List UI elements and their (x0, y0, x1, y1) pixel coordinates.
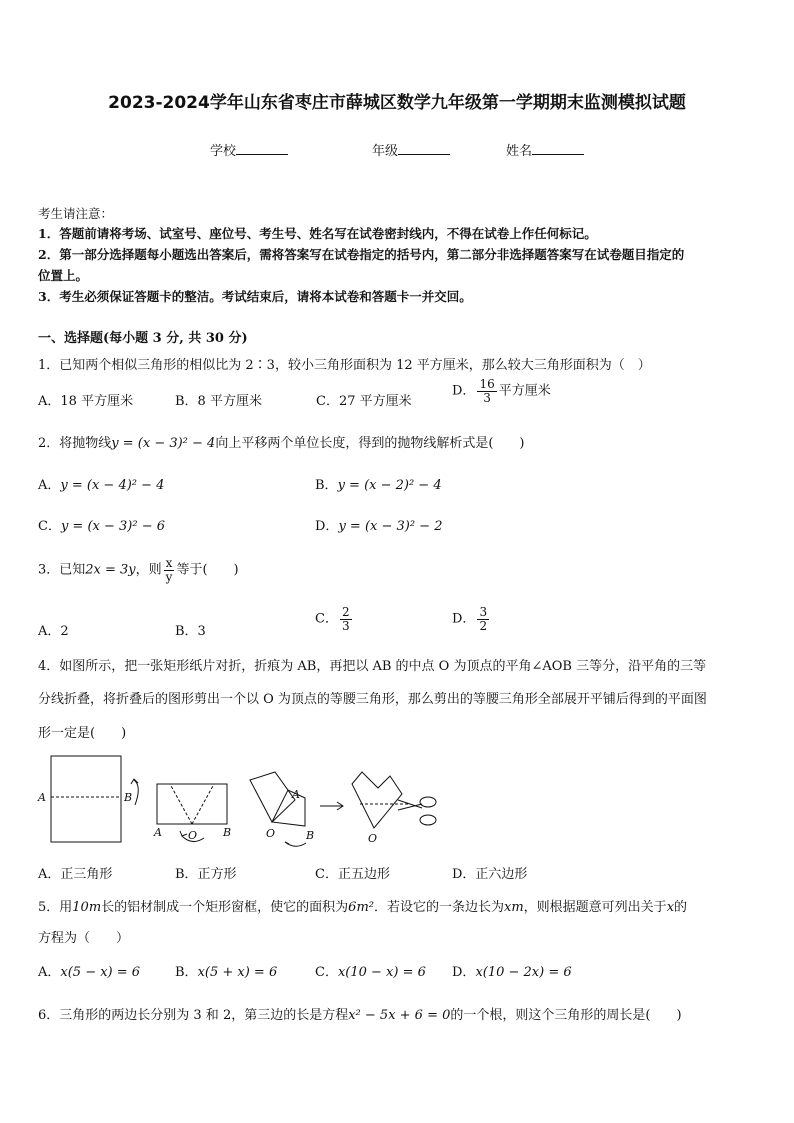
scissors-handle-top-icon (420, 797, 436, 807)
grade-field[interactable] (372, 140, 450, 159)
notice-item-2-cont: 位置上。 (38, 268, 89, 283)
notice-item-2: 2．第一部分选择题每小题选出答案后，需将答案写在试卷指定的括号内，第二部分非选择题答案写在试卷题目指定的 (38, 247, 685, 262)
q5-c-label: C． (315, 965, 338, 980)
q5-option-c[interactable] (315, 961, 426, 980)
fig1-label-b: B (124, 791, 133, 804)
q6-stem (38, 1004, 682, 1023)
q1-option-b[interactable]: B．8 平方厘米 (175, 394, 262, 409)
q5-mid: 长的铝材制成一个矩形窗框，使它的面积为 (101, 900, 349, 915)
fig2-label-b: B (223, 826, 232, 839)
fig3-label-o: O (266, 827, 276, 840)
fig2-label-a: A (154, 826, 162, 839)
q6-pre: 6．三角形的两边长分别为 3 和 2，第三边的长是方程 (38, 1008, 349, 1023)
school-blank[interactable] (236, 142, 288, 155)
fig-third-2 (272, 790, 305, 826)
q3-numerator: x (165, 556, 173, 570)
q5-line-1 (38, 896, 687, 915)
q5-mid2: ．若设它的一条边长为 (373, 900, 504, 915)
q2-stem (38, 432, 524, 451)
q1-d-numerator: 16 (479, 377, 495, 391)
q1-d-fraction (477, 378, 496, 404)
q5-line-2: 方程为（ ） (38, 931, 130, 946)
scissors-handle-bottom-icon (420, 815, 436, 825)
q2-b-expr: y = (x − 2)² − 4 (337, 478, 442, 493)
q5-option-b[interactable] (175, 961, 277, 980)
q4-line-2: 分线折叠，将折叠后的图形剪出一个以 O 为顶点的等腰三角形，那么剪出的等腰三角形全部展开平铺后得到的平面图 (38, 692, 707, 707)
q3-mid: ，则 (135, 562, 162, 578)
q2-a-label: A． (38, 478, 61, 493)
q4-option-d[interactable]: D．正六边形 (452, 867, 528, 882)
q1-d-denominator: 3 (483, 390, 491, 405)
q3-fraction (164, 557, 175, 583)
q5-option-a[interactable] (38, 961, 140, 980)
q5-area: 6m² (348, 900, 374, 915)
grade-blank[interactable] (398, 142, 450, 155)
q2-option-b[interactable] (315, 474, 442, 493)
fig-folded-shape (352, 772, 402, 828)
q4-line-3: 形一定是( ) (38, 726, 127, 741)
fig2-label-o: O (188, 829, 198, 842)
q5-d-expr: x(10 − 2x) = 6 (475, 965, 572, 980)
q2-c-label: C． (38, 519, 61, 534)
q4-option-b[interactable]: B．正方形 (175, 867, 237, 882)
fig2-arrowhead (180, 831, 187, 836)
q5-post: ，则根据题意可列出关于 (523, 900, 667, 915)
fig-trisect-1 (170, 784, 192, 824)
section-heading: 一、选择题(每小题 3 分, 共 30 分) (38, 331, 248, 346)
q1-d-label: D． (452, 383, 476, 399)
q1-option-a[interactable]: A．18 平方厘米 (38, 394, 134, 409)
q3-option-a[interactable]: A．2 (38, 624, 69, 639)
q1-option-c[interactable]: C．27 平方厘米 (316, 394, 412, 409)
q5-c-expr: x(10 − x) = 6 (337, 965, 426, 980)
fig-third-1 (250, 772, 295, 822)
q5-pre: 5．用 (38, 900, 73, 915)
q3-d-fraction (477, 606, 489, 632)
scissors-blades-icon (398, 800, 422, 810)
fig3-label-b: B (306, 829, 315, 842)
q3-c-numerator: 2 (341, 605, 350, 619)
q2-d-label: D． (315, 519, 339, 534)
q3-c-denominator: 3 (341, 618, 350, 633)
q3-denominator: y (165, 569, 173, 584)
q3-d-numerator: 3 (479, 605, 488, 619)
fig-trisect-2 (192, 784, 214, 824)
q5-side: xm (504, 900, 524, 915)
school-field[interactable] (210, 140, 288, 159)
page-title: 2023-2024学年山东省枣庄市薛城区数学九年级第一学期期末监测模拟试题 (108, 93, 686, 113)
q5-variable: x (666, 900, 675, 915)
q3-c-fraction (340, 606, 352, 632)
q2-c-expr: y = (x − 3)² − 6 (60, 519, 165, 534)
q4-option-c[interactable]: C．正五边形 (315, 867, 390, 882)
q3-option-c[interactable] (315, 606, 354, 632)
q3-post: 等于( ) (176, 562, 239, 578)
notice-item-1: 1．答题前请将考场、试室号、座位号、考生号、姓名写在试卷密封线内，不得在试卷上作任何标记。 (38, 226, 597, 241)
q1-d-unit: 平方厘米 (498, 383, 551, 399)
q4-option-a[interactable]: A．正三角形 (38, 867, 113, 882)
fig1-label-a: A (38, 791, 46, 804)
q1-option-d[interactable] (452, 378, 551, 404)
q6-post: 的一个根，则这个三角形的周长是( ) (450, 1008, 682, 1023)
q3-stem (38, 557, 239, 583)
q5-length: 10m (72, 900, 102, 915)
q1-stem: 1．已知两个相似三角形的相似比为 2∶3，较小三角形面积为 12 平方厘米，那么较大三角形面积为（ ） (38, 358, 651, 373)
q5-d-label: D． (452, 965, 476, 980)
q2-a-expr: y = (x − 4)² − 4 (60, 478, 165, 493)
name-blank[interactable] (532, 142, 584, 155)
fig4-label-o: O (368, 832, 378, 845)
fig-half-rectangle (157, 784, 227, 824)
q2-option-d[interactable] (315, 515, 442, 534)
q3-d-denominator: 2 (479, 618, 488, 633)
q6-expr: x² − 5x + 6 = 0 (348, 1008, 451, 1023)
q3-option-d[interactable] (452, 606, 491, 632)
q5-end: 的 (674, 900, 688, 915)
name-label: 姓名 (506, 144, 533, 159)
q2-pre: 2．将抛物线 (38, 436, 112, 451)
name-field[interactable] (506, 140, 584, 159)
grade-label: 年级 (372, 144, 399, 159)
q5-a-expr: x(5 − x) = 6 (60, 965, 141, 980)
q4-line-1: 4．如图所示，把一张矩形纸片对折，折痕为 AB，再把以 AB 的中点 O 为顶点的平角∠AOB 三等分，沿平角的三等 (38, 659, 707, 674)
q3-d-label: D． (452, 611, 476, 627)
q4-folding-figure (30, 750, 450, 850)
q5-a-label: A． (38, 965, 61, 980)
q2-expr: y = (x − 3)² − 4 (111, 436, 216, 451)
notice-heading: 考生请注意： (38, 206, 114, 221)
q5-option-d[interactable] (452, 961, 572, 980)
q2-b-label: B． (315, 478, 338, 493)
fig3-label-a: A (292, 788, 300, 801)
q5-b-expr: x(5 + x) = 6 (197, 965, 278, 980)
q2-post: 向上平移两个单位长度，得到的抛物线解析式是( ) (215, 436, 525, 451)
q2-d-expr: y = (x − 3)² − 2 (338, 519, 443, 534)
notice-item-3: 3．考生必须保证答题卡的整洁。考试结束后，请将本试卷和答题卡一并交回。 (38, 289, 472, 304)
q3-c-label: C． (315, 611, 338, 627)
school-label: 学校 (210, 144, 237, 159)
q3-option-b[interactable]: B．3 (175, 624, 206, 639)
fig-rectangle (51, 756, 121, 842)
fig1-fold-arrow (134, 780, 138, 805)
q2-option-c[interactable] (38, 515, 165, 534)
q3-expr: 2x = 3y (85, 562, 136, 578)
q2-option-a[interactable] (38, 474, 164, 493)
q3-pre: 3．已知 (38, 562, 86, 578)
q5-b-label: B． (175, 965, 198, 980)
